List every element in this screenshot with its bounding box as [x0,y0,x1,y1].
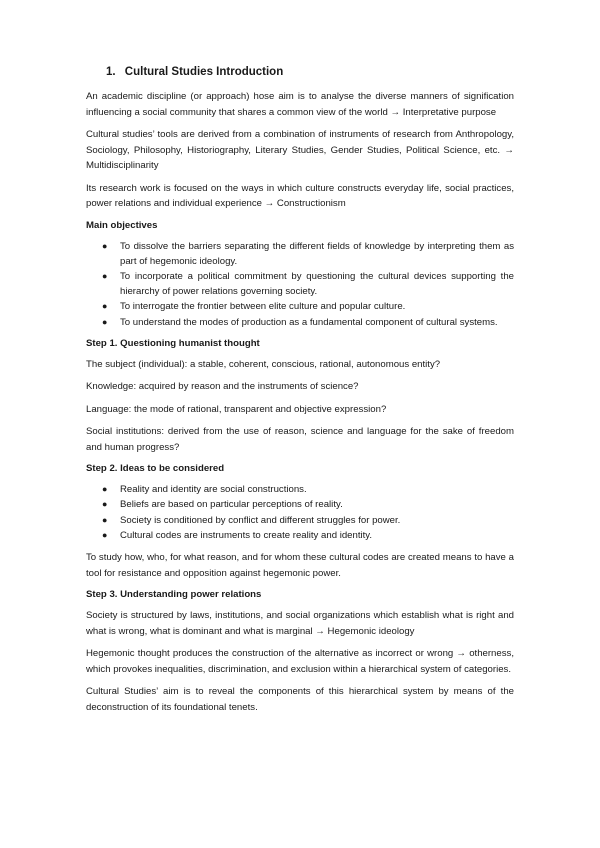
document-page [86,66,514,722]
list-item [86,269,514,299]
list-item [86,528,514,543]
list-item [86,315,514,330]
step1-paragraph: Social institutions: derived from the use of reason, science and language for the sake of freedom and human progress? [86,426,514,453]
step2-title: Step 2. Ideas to be considered [86,463,225,475]
step1-paragraph: The subject (individual): a stable, coherent, conscious, rational, autonomous entity? [86,358,441,370]
list-item-text: To interrogate the frontier between elite culture and popular culture. [120,301,406,313]
step3-paragraph: Society is structured by laws, institutions, and social organizations which establish what is right and what is wrong, what is dominant and what is marginal → Hegemonic ideology [86,610,514,637]
step1-title: Step 1. Questioning humanist thought [86,337,260,349]
intro-paragraph: Cultural studies’ tools are derived from a combination of instruments of research from Anthropology, Sociology, Philosophy, Historiography, Literary Studies, Gender Studies, Political Science, etc. → Multidisciplinarity [86,129,514,171]
objectives-list [86,239,514,330]
step2-closing: To study how, who, for what reason, and for whom these cultural codes are created means to have a tool for resistance and opposition against hegemonic power. [86,552,514,579]
list-item-text: To incorporate a political commitment by questioning the cultural devices supporting the hierarchy of power relations governing society. [120,270,514,298]
bullet-icon: ● [102,529,108,540]
list-item-text: Beliefs are based on particular perceptions of reality. [120,499,343,511]
list-item [86,513,514,528]
bullet-icon: ● [102,484,108,495]
intro-paragraph: Its research work is focused on the ways in which culture constructs everyday life, social practices, power relations and individual experience → Constructionism [86,182,514,209]
list-item-text: To dissolve the barriers separating the different fields of knowledge by interpreting them as part of hegemonic ideology. [120,240,514,267]
bullet-icon: ● [102,316,108,327]
list-item-text: To understand the modes of production as a fundamental component of cultural systems. [120,316,498,328]
step3-paragraph: Cultural Studies’ aim is to reveal the components of this hierarchical system by means of the deconstruction of its foundational tenets. [86,686,514,713]
list-item-text: Cultural codes are instruments to create reality and identity. [120,529,373,541]
bullet-icon: ● [102,301,108,312]
bullet-icon: ● [102,240,108,251]
list-item [86,497,514,512]
bullet-icon: ● [102,514,108,525]
section-number: 1. [106,66,116,78]
section-title: Cultural Studies Introduction [124,66,284,78]
list-item [86,299,514,314]
step1-paragraph: Knowledge: acquired by reason and the instruments of science? [86,381,359,393]
step3-title: Step 3. Understanding power relations [86,589,262,601]
intro-paragraph: An academic discipline (or approach) hose aim is to analyse the diverse manners of signification influencing a social community that shares a common view of the world → Interpretative purpose [86,91,514,118]
section-heading [106,66,514,78]
bullet-icon: ● [102,270,108,281]
list-item-text: Reality and identity are social constructions. [120,484,307,496]
list-item-text: Society is conditioned by conflict and different struggles for power. [120,514,401,526]
list-item [86,239,514,269]
step1-paragraph: Language: the mode of rational, transparent and objective expression? [86,403,387,415]
bullet-icon: ● [102,499,108,510]
ideas-list [86,482,514,543]
list-item [86,482,514,497]
objectives-title: Main objectives [86,219,158,231]
step3-paragraph: Hegemonic thought produces the construction of the alternative as incorrect or wrong → otherness, which provokes inequalities, discrimination, and exclusion within a hierarchical system of categories. [86,648,514,675]
